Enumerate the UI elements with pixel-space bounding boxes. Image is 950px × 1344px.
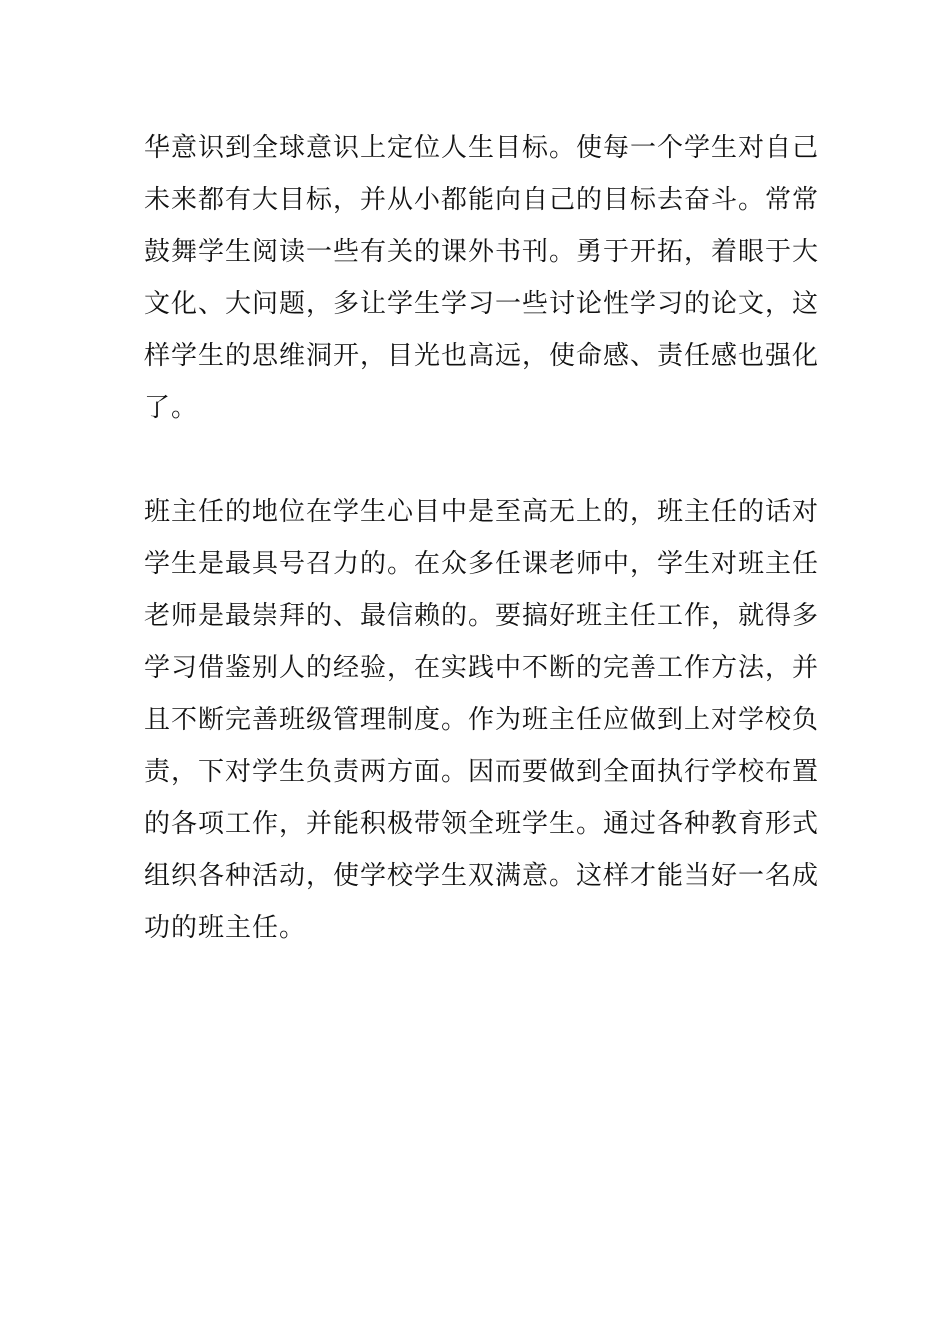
paragraph-2 (144, 486, 820, 954)
text-line: 班主任的地位在学生心目中是至高无上的，班主任的话对 (144, 497, 820, 527)
text-line: 未来都有大目标，并从小都能向自己的目标去奋斗。常常 (144, 185, 820, 215)
text-line: 华意识到全球意识上定位人生目标。使每一个学生对自己 (144, 133, 820, 163)
text-line: 了。 (144, 393, 199, 423)
text-line: 鼓舞学生阅读一些有关的课外书刊。勇于开拓，着眼于大 (144, 237, 820, 267)
document-body (144, 122, 820, 954)
text-line: 功的班主任。 (144, 913, 307, 943)
text-line: 老师是最崇拜的、最信赖的。要搞好班主任工作，就得多 (144, 601, 820, 631)
text-line: 样学生的思维洞开，目光也高远，使命感、责任感也强化 (144, 341, 820, 371)
text-line: 组织各种活动，使学校学生双满意。这样才能当好一名成 (144, 861, 820, 891)
paragraph-1 (144, 122, 820, 434)
text-line: 文化、大问题，多让学生学习一些讨论性学习的论文，这 (144, 289, 820, 319)
text-line: 的各项工作，并能积极带领全班学生。通过各种教育形式 (144, 809, 820, 839)
text-line: 学生是最具号召力的。在众多任课老师中，学生对班主任 (144, 549, 820, 579)
text-line: 责，下对学生负责两方面。因而要做到全面执行学校布置 (144, 757, 820, 787)
paragraph-spacer (144, 434, 806, 486)
text-line: 学习借鉴别人的经验，在实践中不断的完善工作方法，并 (144, 653, 820, 683)
text-line: 且不断完善班级管理制度。作为班主任应做到上对学校负 (144, 705, 820, 735)
